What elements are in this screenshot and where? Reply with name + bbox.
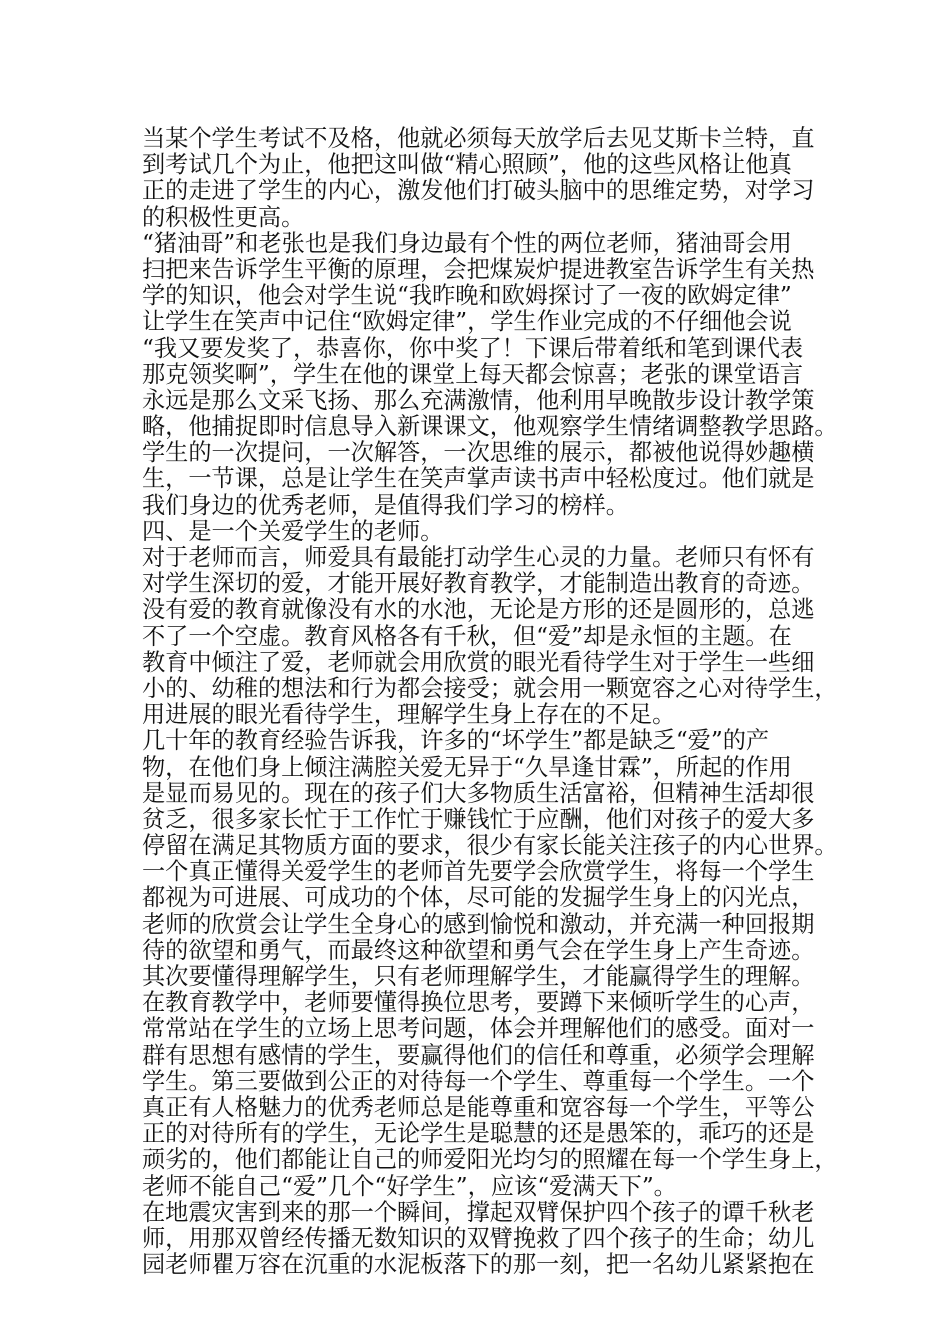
text-line: 其次要懂得理解学生，只有老师理解学生，才能赢得学生的理解。 <box>142 963 815 990</box>
text-line: 扫把来告诉学生平衡的原理，会把煤炭炉提进教室告诉学生有关热 <box>142 255 815 283</box>
text-line: 教育中倾注了爱，老师就会用欣赏的眼光看待学生对于学生一些细 <box>142 648 815 676</box>
text-line: 常常站在学生的立场上思考问题，体会并理解他们的感受。面对一 <box>142 1015 815 1043</box>
text-line: 物，在他们身上倾注满腔关爱无异于“久旱逢甘霖”，所起的作用 <box>142 753 792 781</box>
document-body <box>142 125 838 1279</box>
text-line: 师，用那双曾经传播无数知识的双臂挽救了四个孩子的生命；幼儿 <box>142 1224 815 1252</box>
text-line: 在教育教学中，老师要懂得换位思考，要蹲下来倾听学生的心声， <box>142 989 815 1017</box>
text-line: 待的欲望和勇气，而最终这种欲望和勇气会在学生身上产生奇迹。 <box>142 936 815 964</box>
text-line: 是显而易见的。现在的孩子们大多物质生活富裕，但精神生活却很 <box>142 779 815 807</box>
text-line: 那克领奖啊”，学生在他的课堂上每天都会惊喜；老张的课堂语言 <box>142 360 804 388</box>
text-line: 对于老师而言，师爱具有最能打动学生心灵的力量。老师只有怀有 <box>142 544 815 571</box>
text-line: 一个真正懂得关爱学生的老师首先要学会欣赏学生，将每一个学生 <box>142 858 815 886</box>
text-line: 当某个学生考试不及格，他就必须每天放学后去见艾斯卡兰特，直 <box>142 125 815 152</box>
text-line: 老师的欣赏会让学生全身心的感到愉悦和激动，并充满一种回报期 <box>142 910 815 938</box>
text-line: 学的知识，他会对学生说“我昨晚和欧姆探讨了一夜的欧姆定律” <box>142 282 792 310</box>
text-line: 学生。第三要做到公正的对待每一个学生、尊重每一个学生。一个 <box>142 1067 815 1095</box>
text-line: 正的走进了学生的内心，激发他们打破头脑中的思维定势，对学习 <box>142 177 815 205</box>
text-line: “猪油哥”和老张也是我们身边最有个性的两位老师，猪油哥会用 <box>142 229 792 257</box>
text-line: 小的、幼稚的想法和行为都会接受；就会用一颗宽容之心对待学生， <box>142 674 838 702</box>
text-line: 让学生在笑声中记住“欧姆定律”，学生作业完成的不仔细他会说 <box>142 308 792 336</box>
text-line: 学生的一次提问，一次解答，一次思维的展示，都被他说得妙趣横 <box>142 439 815 467</box>
text-line: 正的对待所有的学生，无论学生是聪慧的还是愚笨的，乖巧的还是 <box>142 1120 815 1148</box>
text-line: “我又要发奖了，恭喜你，你中奖了！下课后带着纸和笔到课代表 <box>142 334 804 362</box>
text-line: 几十年的教育经验告诉我，许多的“坏学生”都是缺乏“爱”的产 <box>142 727 770 755</box>
text-line: 真正有人格魅力的优秀老师总是能尊重和宽容每一个学生，平等公 <box>142 1093 815 1121</box>
text-line: 永远是那么文采飞扬、那么充满激情，他利用早晚散步设计教学策 <box>142 386 815 414</box>
text-line: 略，他捕捉即时信息导入新课课文，他观察学生情绪调整教学思路。 <box>142 413 838 441</box>
text-line: 到考试几个为止，他把这叫做“精心照顾”，他的这些风格让他真 <box>142 151 792 179</box>
text-line: 停留在满足其物质方面的要求，很少有家长能关注孩子的内心世界。 <box>142 832 838 860</box>
text-line: 群有思想有感情的学生，要赢得他们的信任和尊重，必须学会理解 <box>142 1041 815 1069</box>
text-line: 没有爱的教育就像没有水的水池，无论是方形的还是圆形的，总逃 <box>142 596 815 624</box>
text-line: 园老师瞿万容在沉重的水泥板落下的那一刻，把一名幼儿紧紧抱在 <box>142 1251 815 1279</box>
text-line: 顽劣的，他们都能让自己的师爱阳光均匀的照耀在每一个学生身上， <box>142 1146 838 1174</box>
text-line: 对学生深切的爱，才能开展好教育教学，才能制造出教育的奇迹。 <box>142 570 815 598</box>
text-line: 都视为可进展、可成功的个体，尽可能的发掘学生身上的闪光点， <box>142 884 815 912</box>
text-line: 在地震灾害到来的那一个瞬间，撑起双臂保护四个孩子的谭千秋老 <box>142 1198 815 1226</box>
text-line: 四、是一个关爱学生的老师。 <box>142 517 444 545</box>
text-line: 老师不能自己“爱”几个“好学生”，应该“爱满天下”。 <box>142 1172 677 1200</box>
text-line: 生，一节课，总是让学生在笑声掌声读书声中轻松度过。他们就是 <box>142 465 815 493</box>
text-line: 用进展的眼光看待学生，理解学生身上存在的不足。 <box>142 701 676 729</box>
text-line: 不了一个空虚。教育风格各有千秋，但“爱”却是永恒的主题。在 <box>142 622 792 650</box>
text-line: 我们身边的优秀老师，是值得我们学习的榜样。 <box>142 491 629 519</box>
text-line: 的积极性更高。 <box>142 203 305 231</box>
text-line: 贫乏，很多家长忙于工作忙于赚钱忙于应酬，他们对孩子的爱大多 <box>142 805 815 833</box>
